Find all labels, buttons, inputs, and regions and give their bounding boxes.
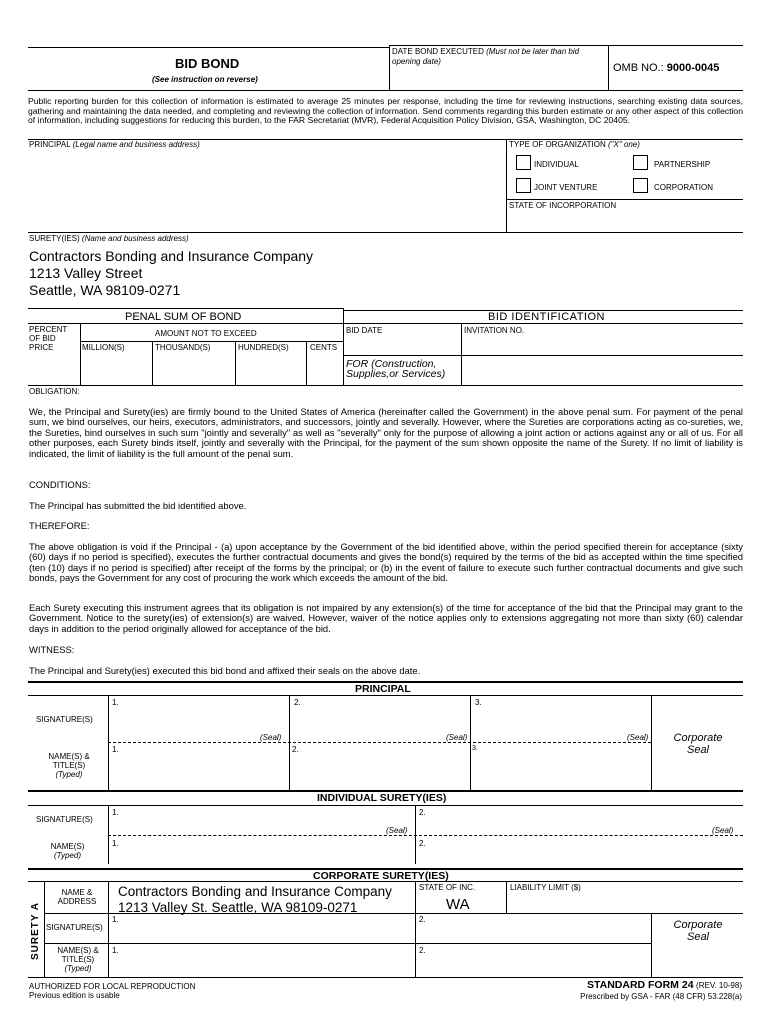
- principal-signature-2[interactable]: [293, 708, 465, 732]
- millions-label: MILLION(S): [82, 343, 125, 352]
- obligation-text: We, the Principal and Surety(ies) are firmly bound to the United States of America (hereinafter called the Government) in the above penal sum. For payment of the penal sum, we bind ourselves, our heirs, executors, administrators, and successors, jointly and severally. However, where the Sureties are corporations acting as co-sureties, we, the Sureties, bind ourselves in such sum "jointly and severally" as well as "severally" only for the purpose of allowing a joint action or actions against any or all of us. For all other purposes, each Surety binds itself, jointly and severally with the Principal, for the payment of the sum shown opposite the name of the Surety. If no limit of liability is indicated, the limit of liability is the full amount of the penal sum.: [29, 406, 743, 459]
- date-executed-field[interactable]: [393, 66, 605, 88]
- bid-date-field[interactable]: [346, 338, 458, 354]
- org-type-label: TYPE OF ORGANIZATION ("X" one): [509, 140, 640, 149]
- corp-liability-label: LIABILITY LIMIT ($): [510, 883, 581, 892]
- corp-signatures-label: SIGNATURE(S): [46, 923, 103, 932]
- footer-left: AUTHORIZED FOR LOCAL REPRODUCTION Previous edition is usable: [29, 982, 196, 1000]
- percent-of-bid-label: PERCENT OF BID PRICE: [29, 325, 68, 352]
- invitation-field[interactable]: [464, 338, 740, 354]
- principal-name-1-num: 1.: [112, 745, 119, 754]
- principal-sig-3-num: 3.: [475, 698, 482, 707]
- corp-company-name: Contractors Bonding and Insurance Company: [118, 884, 392, 899]
- principal-name-3[interactable]: [474, 755, 646, 785]
- conditions-text: The Principal has submitted the bid identified above.: [29, 500, 247, 511]
- principal-sig-title: PRINCIPAL: [355, 683, 411, 695]
- individual-name-1-num: 1.: [112, 839, 119, 848]
- corp-name-address-field[interactable]: [118, 884, 392, 916]
- principal-name-2[interactable]: [293, 755, 465, 785]
- obligation-label: OBLIGATION:: [29, 387, 80, 396]
- individual-name-1[interactable]: [112, 848, 410, 862]
- hundreds-field[interactable]: [237, 353, 304, 383]
- principal-signature-1[interactable]: [112, 708, 284, 732]
- surety-name-address[interactable]: [29, 248, 313, 299]
- cents-label: CENTS: [310, 343, 338, 352]
- corp-sig-2-num: 2.: [419, 915, 426, 924]
- individual-signatures-label: SIGNATURE(S): [36, 815, 93, 824]
- surety-a-label: SURETY A: [30, 901, 41, 960]
- corp-name-1[interactable]: [112, 956, 410, 974]
- millions-field[interactable]: [82, 353, 150, 383]
- witness-label: WITNESS:: [29, 644, 75, 655]
- individual-checkbox[interactable]: [516, 155, 531, 170]
- for-label: FOR (Construction, Supplies,or Services): [346, 358, 446, 380]
- corp-name-address-label: NAME & ADDRESS: [57, 888, 97, 906]
- principal-seal-3: (Seal): [627, 733, 649, 742]
- witness-text: The Principal and Surety(ies) executed this bid bond and affixed their seals on the above date.: [29, 665, 421, 676]
- burden-statement: Public reporting burden for this collection of information is estimated to average 25 minutes per response, including the time for reviewing instructions, searching existing data sources, gathering and maintaining the data needed, and completing and reviewing the collection of information. Send comments regarding this burden estimate or any other aspect of this collection of information, including suggestions for reducing this burden, to the FAR Secretariat (MVR), Federal Acquisition Policy Division, GSA, Washington, DC 20405.: [28, 96, 743, 126]
- principal-signature-3[interactable]: [474, 708, 646, 732]
- principal-sig-2-num: 2.: [294, 698, 301, 707]
- cents-field[interactable]: [308, 353, 341, 383]
- therefore-text-2: Each Surety executing this instrument agrees that its obligation is not impaired by any extension(s) of the time for acceptance of the bid that the Principal may grant to the Government. Notice to the surety(ies) of extension(s) are waived. However, waiver of the notice applies only to extensions aggregating not more than sixty (60) calendar days in addition to the period originally allowed for acceptance of the bid.: [29, 602, 743, 634]
- corp-name-2-num: 2.: [419, 946, 426, 955]
- corp-state-field[interactable]: WA: [446, 896, 470, 913]
- individual-signature-2[interactable]: [419, 817, 739, 833]
- individual-names-label: NAME(S) (Typed): [50, 842, 85, 860]
- corp-sig-1-num: 1.: [112, 915, 119, 924]
- corp-name-1-num: 1.: [112, 946, 119, 955]
- principal-name-2-num: 2.: [292, 745, 299, 754]
- amount-label: AMOUNT NOT TO EXCEED: [155, 329, 257, 338]
- individual-surety-title: INDIVIDUAL SURETY(IES): [317, 792, 447, 804]
- state-incorporation-field[interactable]: [509, 212, 739, 230]
- principal-name-3-num: 3.: [472, 745, 478, 752]
- invitation-label: INVITATION NO.: [464, 326, 525, 335]
- corp-company-address: 1213 Valley St. Seattle, WA 98109-0271: [118, 900, 358, 915]
- surety-label: SURETY(IES) (Name and business address): [29, 234, 189, 243]
- principal-corporate-seal: Corporate Seal: [673, 732, 723, 756]
- principal-sig-1-num: 1.: [112, 698, 119, 707]
- individual-seal-2: (Seal): [712, 826, 734, 835]
- corp-signature-1[interactable]: [112, 925, 410, 941]
- therefore-label: THEREFORE:: [29, 520, 90, 531]
- individual-signature-1[interactable]: [112, 817, 410, 833]
- individual-sig-1-num: 1.: [112, 808, 119, 817]
- corp-names-label: NAME(S) & TITLE(S) (Typed): [57, 946, 99, 973]
- corporate-surety-title: CORPORATE SURETY(IES): [313, 870, 449, 882]
- corp-liability-field[interactable]: [510, 894, 740, 911]
- principal-seal-1: (Seal): [260, 733, 282, 742]
- principal-names-label: NAME(S) & TITLE(S) (Typed): [48, 752, 90, 779]
- form-subtitle: (See instruction on reverse): [152, 75, 258, 84]
- corp-corporate-seal: Corporate Seal: [673, 919, 723, 943]
- conditions-label: CONDITIONS:: [29, 479, 91, 490]
- thousands-field[interactable]: [154, 353, 233, 383]
- state-incorporation-label: STATE OF INCORPORATION: [509, 201, 617, 210]
- thousands-label: THOUSAND(S): [155, 343, 211, 352]
- partnership-checkbox[interactable]: [633, 155, 648, 170]
- individual-label: INDIVIDUAL: [534, 160, 579, 169]
- individual-seal-1: (Seal): [386, 826, 408, 835]
- corp-state-label: STATE OF INC.: [419, 883, 476, 892]
- corporation-label: CORPORATION: [654, 183, 713, 192]
- joint-venture-checkbox[interactable]: [516, 178, 531, 193]
- principal-signatures-label: SIGNATURE(S): [36, 715, 93, 724]
- surety-street: 1213 Valley Street: [29, 265, 143, 281]
- principal-seal-2: (Seal): [446, 733, 468, 742]
- joint-venture-label: JOINT VENTURE: [534, 183, 598, 192]
- bid-identification-title: BID IDENTIFICATION: [488, 311, 605, 323]
- surety-city: Seattle, WA 98109-0271: [29, 282, 181, 298]
- principal-label: PRINCIPAL (Legal name and business address): [29, 140, 200, 149]
- hundreds-label: HUNDRED(S): [238, 343, 289, 352]
- surety-name: Contractors Bonding and Insurance Company: [29, 248, 314, 264]
- footer-right: STANDARD FORM 24 (REV. 10-98) Prescribed by GSA - FAR (48 CFR) 53.228(a): [580, 979, 742, 1001]
- corp-signature-2[interactable]: [419, 925, 647, 941]
- individual-sig-2-num: 2.: [419, 808, 426, 817]
- omb-number: OMB NO.: 9000-0045: [613, 62, 720, 74]
- individual-name-2[interactable]: [419, 848, 739, 862]
- therefore-text-1: The above obligation is void if the Principal - (a) upon acceptance by the Government of the bid identified above, within the period specified therein for acceptance (sixty (60) days if no period is specified), executes the further contractual documents and gives the bond(s) required by the terms of the bid as accepted within the time specified (ten (10) days if no period is specified) after receipt of the forms by the principal; or (b) in the event of failure to execute such further contractual documents and give such bonds, pays the Government for any cost of procuring the work which exceeds the amount of the bid.: [29, 541, 743, 584]
- individual-name-2-num: 2.: [419, 839, 426, 848]
- date-executed-label: DATE BOND EXECUTED (Must not be later than bid opening date): [392, 47, 580, 66]
- bid-date-label: BID DATE: [346, 326, 383, 335]
- penal-sum-title: PENAL SUM OF BOND: [125, 311, 242, 323]
- corp-name-2[interactable]: [419, 956, 647, 974]
- corporation-checkbox[interactable]: [633, 178, 648, 193]
- percent-field[interactable]: [30, 356, 78, 383]
- for-field[interactable]: [464, 357, 740, 383]
- principal-name-1[interactable]: [112, 755, 284, 785]
- principal-field[interactable]: [30, 152, 500, 228]
- partnership-label: PARTNERSHIP: [654, 160, 711, 169]
- form-title: BID BOND: [175, 56, 240, 71]
